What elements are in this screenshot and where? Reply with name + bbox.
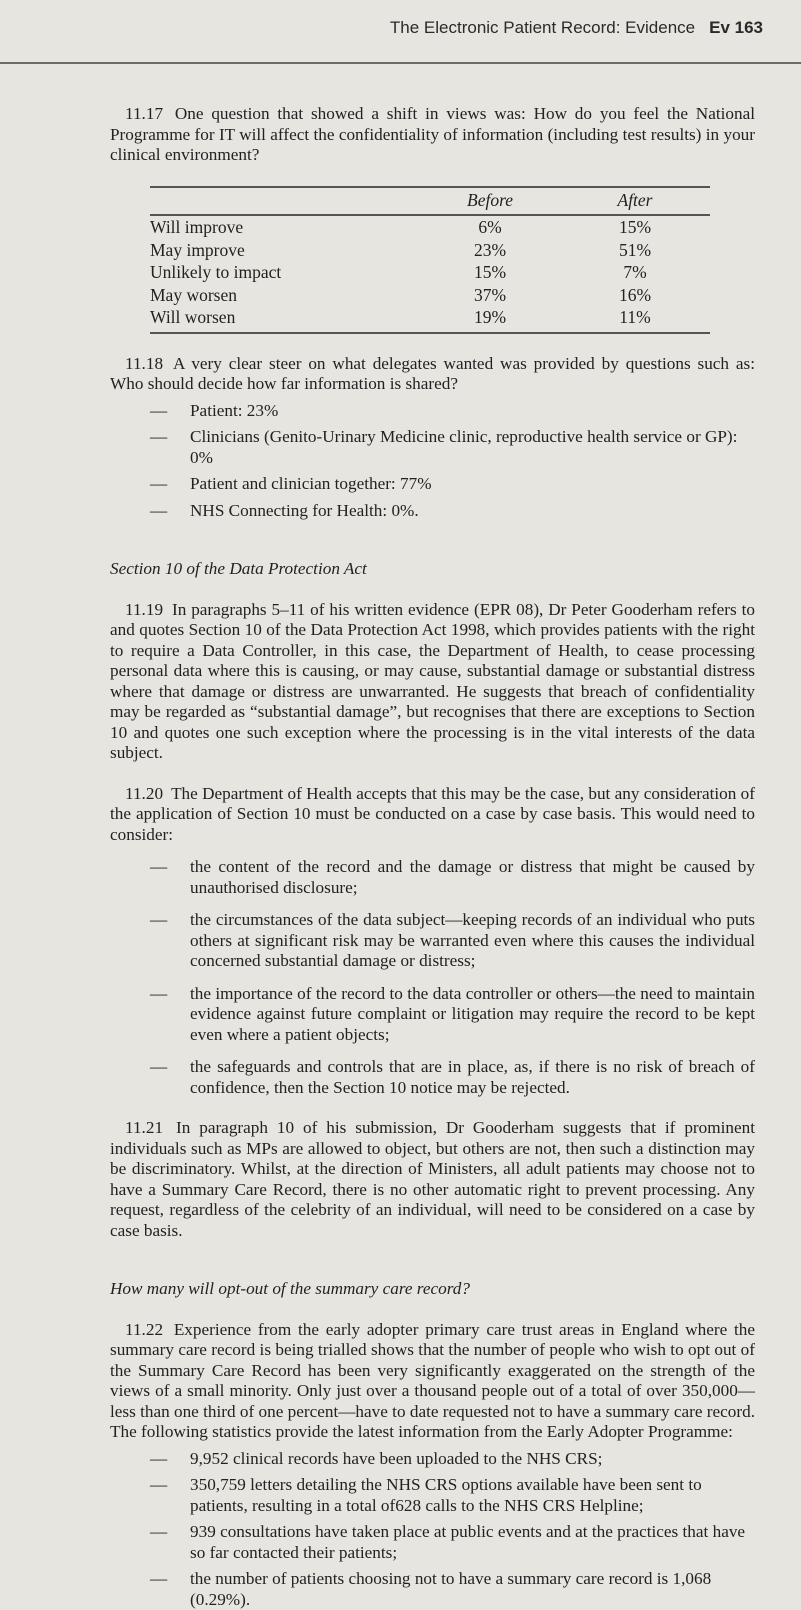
list-item-text: the importance of the record to the data controller or others—the need to maintain evidence against future complaint or litigation may require the record to be kept even where a patient objects; — [190, 984, 755, 1044]
survey-table — [150, 186, 710, 334]
list-item — [110, 401, 755, 422]
header-title: The Electronic Patient Record: Evidence — [390, 18, 695, 37]
paragraph-11-17 — [110, 104, 755, 166]
dash-bullet: — — [150, 1569, 167, 1590]
table-row — [150, 306, 710, 333]
list-item — [110, 1057, 755, 1098]
after-value: 15% — [560, 215, 710, 239]
list-item-text: Clinicians (Genito-Urinary Medicine clinic, reproductive health service or GP): 0% — [190, 427, 737, 467]
paragraph-text: In paragraph 10 of his submission, Dr Gooderham suggests that if prominent individuals such as MPs are allowed to object, but others are not, then such a distinction may be discriminatory. Whilst, at the direction of Ministers, all adult patients may choose not to have a Summary Care Record, there is no other automatic right to prevent processing. Any request, regardless of the celebrity of an individual, will need to be considered on a case by case basis. — [110, 1118, 755, 1240]
paragraph-number: 11.21 — [125, 1118, 163, 1137]
table-header-after: After — [560, 187, 710, 216]
list-item — [110, 1449, 755, 1470]
table-row — [150, 239, 710, 262]
header-rule — [0, 62, 801, 64]
row-label: May worsen — [150, 284, 420, 307]
before-value: 19% — [420, 306, 560, 333]
list-item — [110, 984, 755, 1046]
paragraph-number: 11.18 — [125, 354, 163, 373]
list-item-text: the circumstances of the data subject—keeping records of an individual who puts others at significant risk may be warranted even where this causes the individual concerned substantial damage or distress; — [190, 910, 755, 970]
list-item-text: the content of the record and the damage or distress that might be caused by unauthorised disclosure; — [190, 857, 755, 897]
paragraph-11-18 — [110, 354, 755, 395]
list-item-text: the number of patients choosing not to have a summary care record is 1,068 (0.29%). — [190, 1569, 711, 1609]
section-heading: How many will opt-out of the summary care record? — [110, 1279, 755, 1300]
delegate-responses-list — [110, 401, 755, 522]
paragraph-number: 11.19 — [125, 600, 163, 619]
list-item — [110, 857, 755, 898]
dash-bullet: — — [150, 401, 167, 422]
dash-bullet: — — [150, 857, 167, 878]
paragraph-11-21 — [110, 1118, 755, 1241]
paragraph-number: 11.17 — [125, 104, 163, 123]
page-reference: Ev 163 — [709, 18, 763, 37]
paragraph-11-22 — [110, 1320, 755, 1443]
table-header-row — [150, 187, 710, 216]
row-label: Will improve — [150, 215, 420, 239]
paragraph-text: One question that showed a shift in views was: How do you feel the National Programme for IT will affect the confidentiality of information (including test results) in your clinical environment? — [110, 104, 755, 164]
after-value: 51% — [560, 239, 710, 262]
row-label: Unlikely to impact — [150, 261, 420, 284]
list-item-text: Patient and clinician together: 77% — [190, 474, 432, 493]
body-text — [110, 104, 755, 1610]
considerations-list — [110, 857, 755, 1098]
dash-bullet: — — [150, 427, 167, 448]
before-value: 37% — [420, 284, 560, 307]
after-value: 16% — [560, 284, 710, 307]
paragraph-text: Experience from the early adopter primary care trust areas in England where the summary care record is being trialled shows that the number of people who wish to opt out of the Summary Care Record has been very significantly exaggerated on the strength of the views of a small minority. Only just over a thousand people out of a total of over 350,000—less than one third of one percent—have to date requested not to have a summary care record. The following statistics provide the latest information from the Early Adopter Programme: — [110, 1320, 755, 1442]
dash-bullet: — — [150, 501, 167, 522]
paragraph-text: A very clear steer on what delegates wanted was provided by questions such as: Who should decide how far information is shared? — [110, 354, 755, 394]
list-item — [110, 1475, 755, 1516]
dash-bullet: — — [150, 1057, 167, 1078]
before-value: 23% — [420, 239, 560, 262]
paragraph-number: 11.22 — [125, 1320, 163, 1339]
row-label: Will worsen — [150, 306, 420, 333]
list-item — [110, 1522, 755, 1563]
table-row — [150, 215, 710, 239]
after-value: 7% — [560, 261, 710, 284]
paragraph-11-20 — [110, 784, 755, 846]
list-item-text: 9,952 clinical records have been uploaded to the NHS CRS; — [190, 1449, 602, 1468]
paragraph-number: 11.20 — [125, 784, 163, 803]
section-heading: Section 10 of the Data Protection Act — [110, 559, 755, 580]
list-item-text: Patient: 23% — [190, 401, 278, 420]
list-item — [110, 910, 755, 972]
before-value: 6% — [420, 215, 560, 239]
paragraph-text: The Department of Health accepts that this may be the case, but any consideration of the application of Section 10 must be conducted on a case by case basis. This would need to consider: — [110, 784, 755, 844]
list-item — [110, 474, 755, 495]
before-value: 15% — [420, 261, 560, 284]
after-value: 11% — [560, 306, 710, 333]
table-row — [150, 261, 710, 284]
running-header — [390, 18, 763, 38]
list-item-text: NHS Connecting for Health: 0%. — [190, 501, 419, 520]
paragraph-text: In paragraphs 5–11 of his written evidence (EPR 08), Dr Peter Gooderham refers to and quotes Section 10 of the Data Protection Act 1998, which provides patients with the right to require a Data Controller, in this case, the Department of Health, to cease processing personal data where this is causing, or may cause, substantial damage or substantial distress where that damage or distress are unwarranted. He suggests that breach of confidentiality may be regarded as “substantial damage”, but recognises that there are exceptions to Section 10 and quotes one such exception where the processing is in the vital interests of the data subject. — [110, 600, 755, 763]
statistics-list — [110, 1449, 755, 1610]
dash-bullet: — — [150, 474, 167, 495]
paragraph-11-19 — [110, 600, 755, 764]
list-item-text: 939 consultations have taken place at public events and at the practices that have so far contacted their patients; — [190, 1522, 745, 1562]
list-item — [110, 501, 755, 522]
table-header-label — [150, 187, 420, 216]
dash-bullet: — — [150, 910, 167, 931]
dash-bullet: — — [150, 1475, 167, 1496]
list-item-text: 350,759 letters detailing the NHS CRS options available have been sent to patients, resulting in a total of628 calls to the NHS CRS Helpline; — [190, 1475, 702, 1515]
list-item-text: the safeguards and controls that are in place, as, if there is no risk of breach of confidence, then the Section 10 notice may be rejected. — [190, 1057, 755, 1097]
dash-bullet: — — [150, 1449, 167, 1470]
dash-bullet: — — [150, 1522, 167, 1543]
dash-bullet: — — [150, 984, 167, 1005]
table-header-before: Before — [420, 187, 560, 216]
row-label: May improve — [150, 239, 420, 262]
table-row — [150, 284, 710, 307]
list-item — [110, 1569, 755, 1610]
list-item — [110, 427, 755, 468]
